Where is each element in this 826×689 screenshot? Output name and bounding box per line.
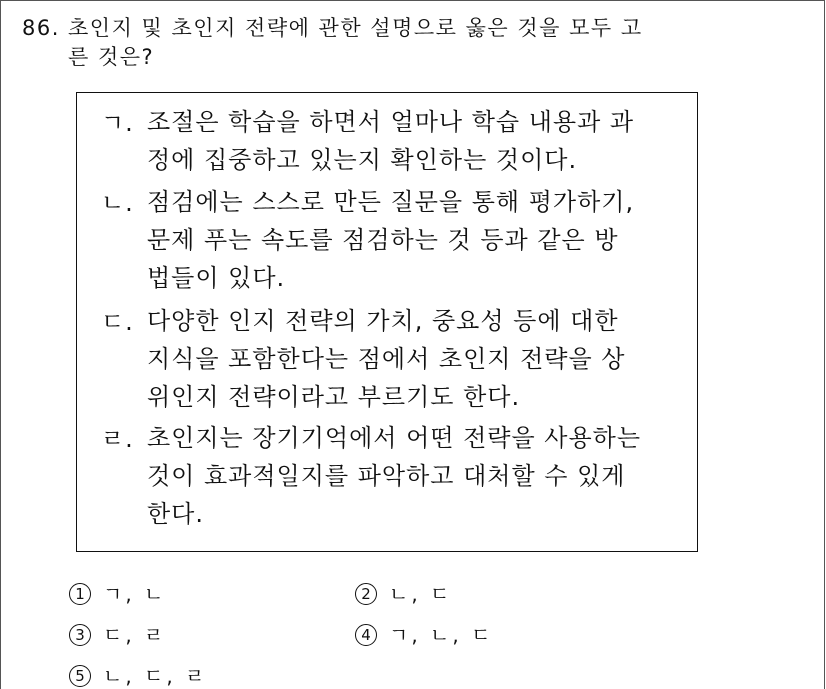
statement-box <box>76 92 698 552</box>
statement-line: 다양한 인지 전략의 가치, 중요성 등에 대한 <box>147 307 619 335</box>
statement-line: 점검에는 스스로 만든 질문을 통해 평가하기, <box>147 188 635 216</box>
choice-text: ㄱ, ㄴ, ㄷ <box>389 623 494 647</box>
choice-text: ㄷ, ㄹ <box>103 623 167 647</box>
statement-giyeok <box>101 103 681 179</box>
statement-marker: ㄹ. <box>101 425 134 453</box>
question-number: 86. <box>22 16 60 40</box>
choice-number: 5 <box>69 665 91 687</box>
statement-line: 것이 효과적일지를 파악하고 대처할 수 있게 <box>147 462 626 490</box>
statement-line: 위인지 전략이라고 부르기도 한다. <box>147 383 521 411</box>
statement-marker: ㄷ. <box>101 308 134 336</box>
statement-marker: ㄴ. <box>101 189 134 217</box>
choice-5[interactable] <box>69 660 207 689</box>
question-stem <box>22 14 782 72</box>
statement-rieul <box>101 419 681 533</box>
choice-2[interactable] <box>355 578 452 607</box>
choice-text: ㄴ, ㄷ, ㄹ <box>103 664 208 688</box>
choice-1[interactable] <box>69 578 166 607</box>
statement-line: 지식을 포함한다는 점에서 초인지 전략을 상 <box>147 345 626 373</box>
statement-line: 초인지는 장기기억에서 어떤 전략을 사용하는 <box>147 424 642 452</box>
choice-text: ㄱ, ㄴ <box>103 582 167 606</box>
statement-line: 조절은 학습을 하면서 얼마나 학습 내용과 과 <box>147 108 635 136</box>
choice-4[interactable] <box>355 619 493 648</box>
statement-line: 한다. <box>147 500 204 528</box>
statement-line: 정에 집중하고 있는지 확인하는 것이다. <box>147 146 578 174</box>
choice-number: 4 <box>355 624 377 646</box>
statement-line: 문제 푸는 속도를 점검하는 것 등과 같은 방 <box>147 226 619 254</box>
question-text-line1: 초인지 및 초인지 전략에 관한 설명으로 옳은 것을 모두 고 <box>68 16 643 40</box>
choice-number: 1 <box>69 583 91 605</box>
choice-text: ㄴ, ㄷ <box>389 582 453 606</box>
statement-digeut <box>101 302 681 416</box>
choice-number: 3 <box>69 624 91 646</box>
question-text-line2: 른 것은? <box>68 45 155 69</box>
statement-line: 법들이 있다. <box>147 264 286 292</box>
choice-3[interactable] <box>69 619 166 648</box>
statement-marker: ㄱ. <box>101 109 134 137</box>
statement-nieun <box>101 183 681 297</box>
choice-number: 2 <box>355 583 377 605</box>
